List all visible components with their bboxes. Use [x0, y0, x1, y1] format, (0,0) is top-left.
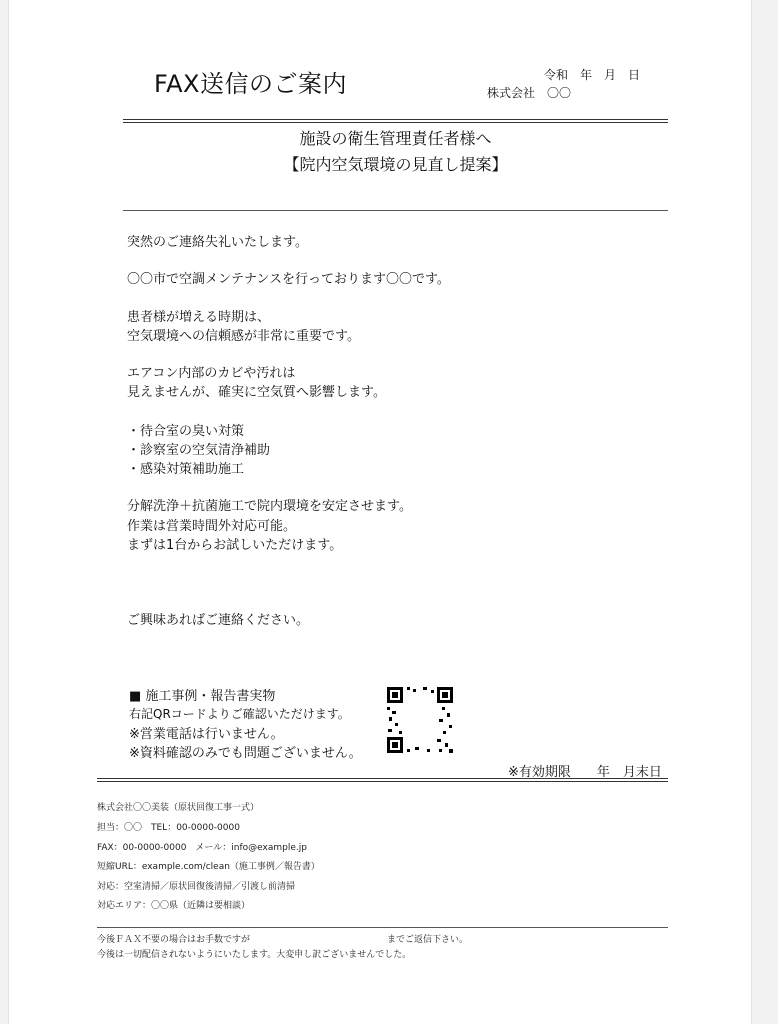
- optout-notice-left: 今後ＦＡＸ不要の場合はお手数ですが: [97, 935, 251, 945]
- footer-company: 株式会社〇〇美装（原状回復工事一式）: [97, 803, 260, 813]
- subject-line-2: 【院内空気環境の見直し提案】: [283, 155, 508, 174]
- optout-apology: 今後は一切配信されないようにいたします。大変申し訳ございませんでした。: [97, 950, 412, 960]
- para2-line1: エアコン内部のカビや汚れは: [127, 366, 296, 381]
- footer-url: 短縮URL：example.com/clean（施工事例／報告書）: [97, 862, 320, 872]
- date-line: 令和 年 月 日: [544, 68, 641, 82]
- document-title: FAX送信のご案内: [154, 70, 347, 98]
- intro: 〇〇市で空調メンテナンスを行っております〇〇です。: [127, 272, 450, 287]
- notice-divider: [97, 927, 668, 928]
- para3-line3: まずは1台からお試しいただけます。: [127, 538, 343, 553]
- para1-line2: 空気環境への信頼感が非常に重要です。: [127, 329, 360, 344]
- para3-line1: 分解洗浄＋抗菌施工で院内環境を安定させます。: [127, 499, 412, 514]
- bullet-item: ・診察室の空気清浄補助: [127, 443, 271, 458]
- footer-contact: 担当：〇〇 TEL：00-0000-0000: [97, 823, 240, 833]
- optout-notice-right: までご返信下さい。: [387, 935, 469, 945]
- sender-company-line: 株式会社 〇〇: [487, 86, 572, 100]
- bullet-item: ・待合室の臭い対策: [127, 424, 245, 439]
- qr-section-line3: ※資料確認のみでも問題ございません。: [129, 746, 362, 761]
- validity-period: ※有効期限 年 月末日: [508, 765, 662, 780]
- para2-line2: 見えませんが、確実に空気質へ影響します。: [127, 385, 386, 400]
- subject-block: [123, 126, 668, 178]
- subject-divider: [123, 210, 668, 211]
- qr-section-line1: 右記QRコードよりご確認いただけます。: [129, 707, 350, 721]
- closing: ご興味あればご連絡ください。: [127, 613, 310, 628]
- qr-code-icon[interactable]: [387, 687, 453, 753]
- para1-line1: 患者様が増える時期は、: [127, 310, 271, 325]
- footer-fax-mail: FAX：00-0000-0000 メール：info@example.jp: [97, 843, 307, 853]
- bullet-item: ・感染対策補助施工: [127, 462, 245, 477]
- footer-area: 対応エリア：〇〇県（近隣は要相談）: [97, 901, 251, 911]
- qr-section-line2: ※営業電話は行いません。: [129, 727, 284, 742]
- footer-services: 対応：空室清掃／原状回復後清掃／引渡し前清掃: [97, 882, 296, 892]
- subject-line-1: 施設の衛生管理責任者様へ: [299, 129, 492, 148]
- qr-section-heading: ■ 施工事例・報告書実物: [129, 689, 276, 704]
- para3-line2: 作業は営業時間外対応可能。: [127, 519, 297, 534]
- header-divider: [123, 119, 668, 123]
- footer-divider: [97, 778, 668, 782]
- greeting: 突然のご連絡失礼いたします。: [127, 235, 308, 250]
- fax-document-page: [8, 0, 752, 1024]
